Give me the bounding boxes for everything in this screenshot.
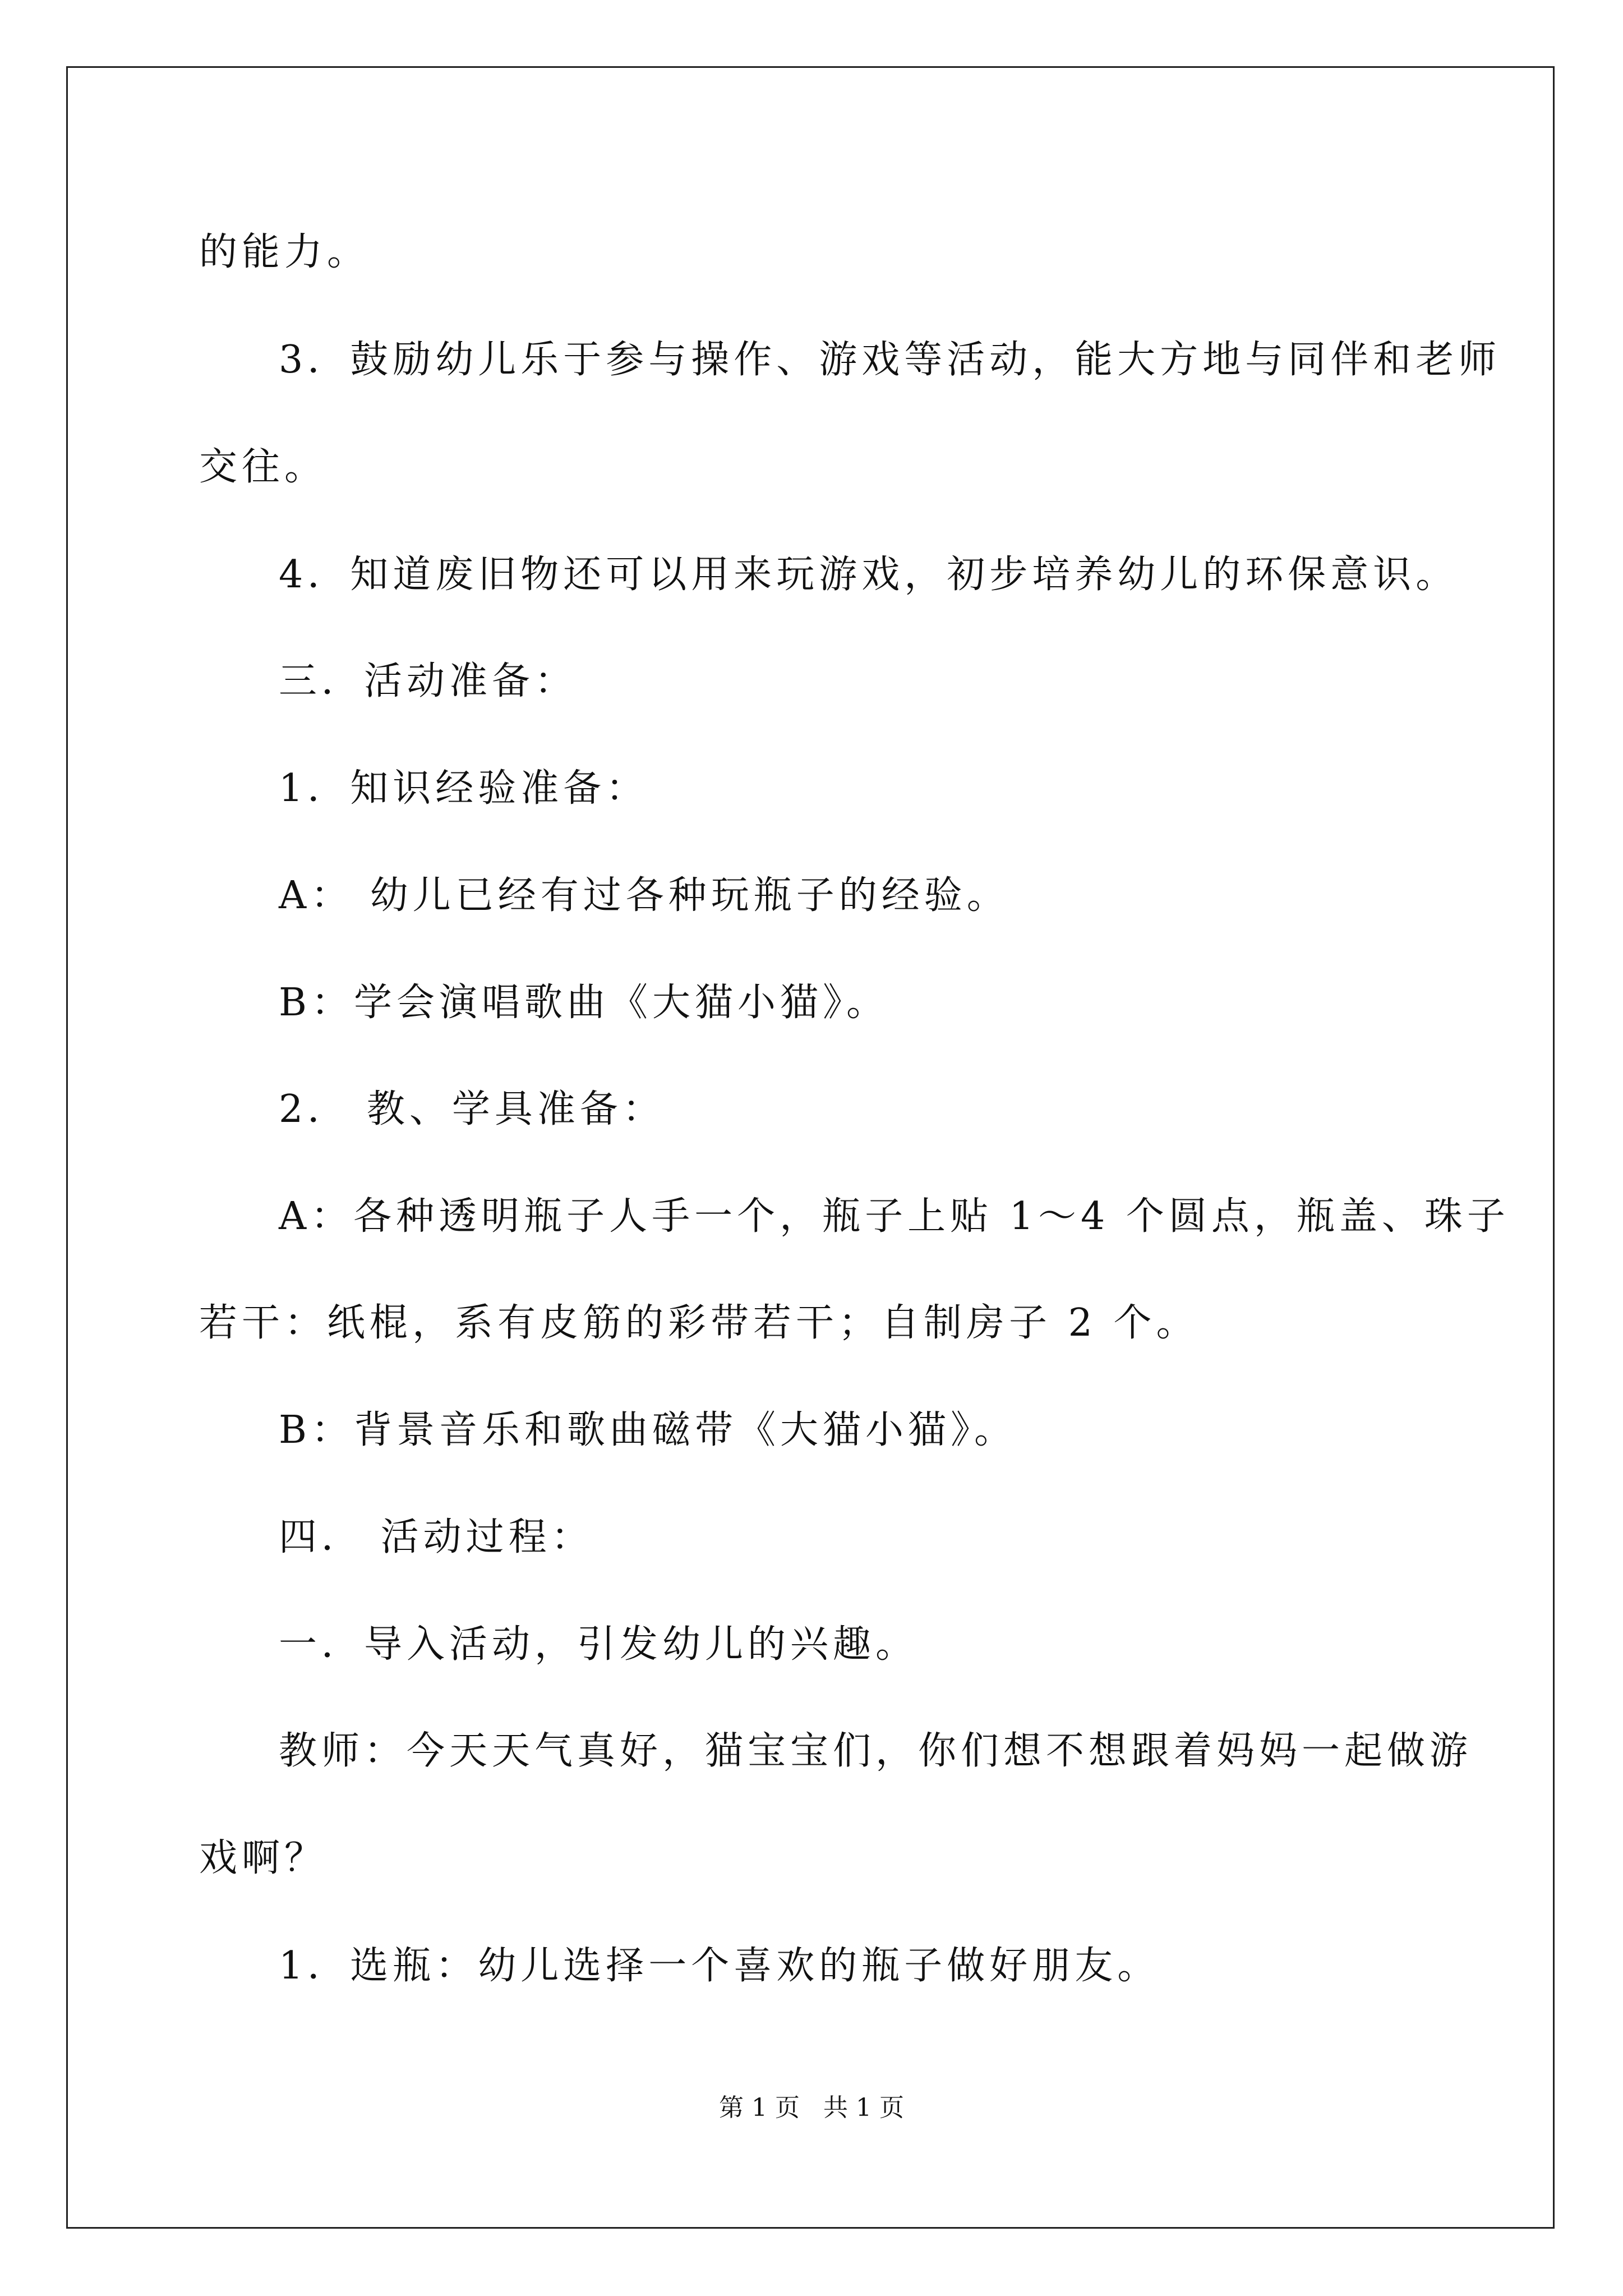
text-line: A： 幼儿已经有过各种玩瓶子的经验。 <box>279 873 1009 918</box>
text-line: A：各种透明瓶子人手一个，瓶子上贴 1～4 个圆点，瓶盖、珠子 <box>279 1194 1510 1239</box>
text-line: 交往。 <box>199 445 328 489</box>
text-line: 1．选瓶：幼儿选择一个喜欢的瓶子做好朋友。 <box>279 1944 1160 1988</box>
text-line: 教师：今天天气真好，猫宝宝们，你们想不想跟着妈妈一起做游 <box>279 1729 1473 1773</box>
text-line: B：学会演唱歌曲《大猫小猫》。 <box>279 981 889 1025</box>
text-line: B：背景音乐和歌曲磁带《大猫小猫》。 <box>279 1408 1017 1452</box>
page-footer: 第 1 页 共 1 页 <box>719 2093 904 2122</box>
text-line: 3．鼓励幼儿乐于参与操作、游戏等活动，能大方地与同伴和老师 <box>279 338 1501 382</box>
section-heading: 三．活动准备： <box>279 659 578 703</box>
page-border <box>66 66 1555 2229</box>
text-line: 一．导入活动，引发幼儿的兴趣。 <box>279 1622 919 1667</box>
text-line: 4．知道废旧物还可以用来玩游戏，初步培养幼儿的环保意识。 <box>279 553 1459 597</box>
text-line: 1．知识经验准备： <box>279 766 649 811</box>
section-heading: 四． 活动过程： <box>279 1515 594 1559</box>
text-line: 若干：纸棍，系有皮筋的彩带若干；自制房子 2 个。 <box>199 1301 1199 1345</box>
text-line: 2． 教、学具准备： <box>279 1087 665 1131</box>
text-line: 戏啊？ <box>199 1836 328 1880</box>
text-line: 的能力。 <box>199 230 370 274</box>
